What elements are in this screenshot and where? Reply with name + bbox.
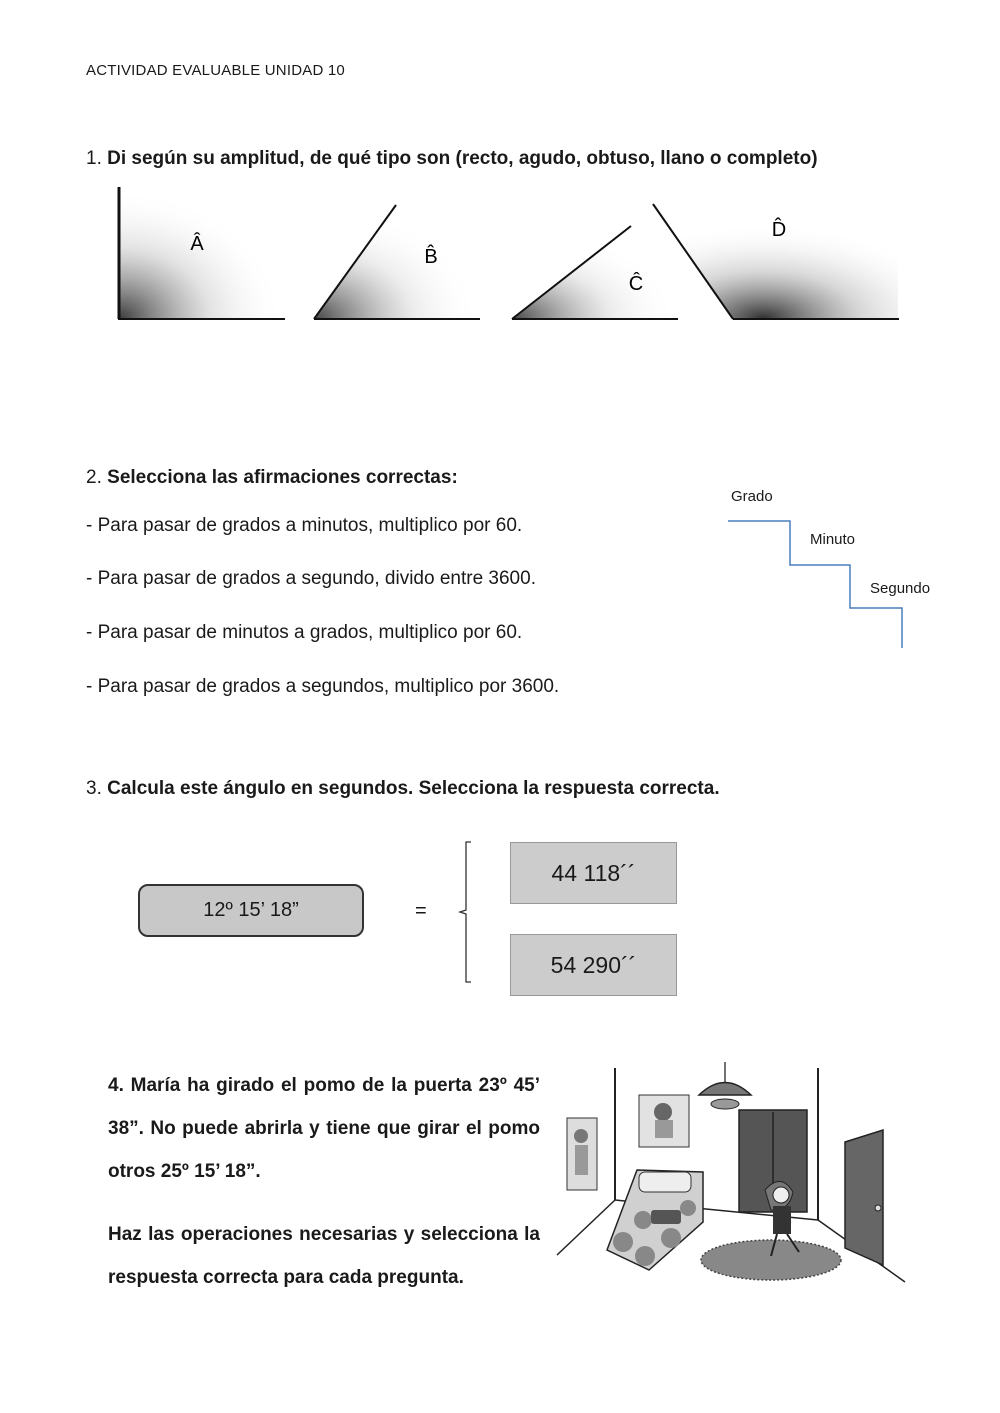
angle-c-label: Ĉ [628, 273, 644, 295]
room-floor-left [557, 1200, 615, 1255]
bed-dot-3 [634, 1211, 652, 1229]
angles-figure [0, 0, 1000, 340]
question-3-text: Calcula este ángulo en segundos. Selecciona la respuesta correcta. [107, 778, 720, 799]
answer-option-2[interactable]: 54 290´´ [510, 934, 677, 996]
statement-2[interactable]: - Para pasar de grados a segundo, divido entre 3600. [86, 568, 536, 589]
lamp-shade [699, 1083, 751, 1096]
girl-head [773, 1187, 789, 1203]
unit-ladder-steps [728, 521, 902, 648]
bed-dot-5 [680, 1200, 696, 1216]
question-2-heading [86, 467, 458, 489]
angle-d-shading [653, 200, 898, 319]
question-2-number: 2. [86, 467, 102, 488]
poster-center-figure-body [655, 1120, 673, 1138]
door [845, 1130, 883, 1265]
ladder-label-grado: Grado [731, 488, 773, 505]
statement-1[interactable]: - Para pasar de grados a minutos, multiplico por 60. [86, 515, 523, 536]
girl-body [773, 1206, 791, 1234]
statement-4[interactable]: - Para pasar de grados a segundos, multiplico por 3600. [86, 676, 560, 697]
angle-value-box: 12º 15’ 18” [138, 884, 364, 937]
bed-pillow [639, 1172, 691, 1192]
lamp-bulb [711, 1099, 739, 1109]
angle-d [653, 200, 899, 319]
door-knob [875, 1205, 881, 1211]
answer-option-1[interactable]: 44 118´´ [510, 842, 677, 904]
bed-dot-1 [613, 1232, 633, 1252]
room-illustration [553, 1060, 910, 1290]
bed-dot-4 [661, 1228, 681, 1248]
page-header-title: ACTIVIDAD EVALUABLE UNIDAD 10 [86, 62, 345, 79]
question-3-number: 3. [86, 778, 102, 799]
question-1-text: Di según su amplitud, de qué tipo son (recto, agudo, obtuso, llano o completo) [107, 148, 818, 169]
angle-c [512, 226, 678, 319]
curly-brace-path [460, 842, 471, 982]
angle-b [314, 205, 480, 319]
question-2-text: Selecciona las afirmaciones correctas: [107, 467, 458, 488]
angle-b-shading [314, 205, 480, 319]
angle-b-label: B̂ [424, 246, 438, 268]
bed-dot-2 [635, 1246, 655, 1266]
equals-sign: = [415, 900, 427, 922]
curly-brace [450, 840, 480, 990]
bed-bag [651, 1210, 681, 1224]
angle-a-label: Â [190, 233, 204, 255]
poster-left-figure-body [575, 1145, 588, 1175]
ladder-label-segundo: Segundo [870, 580, 931, 597]
rug [701, 1240, 841, 1280]
unit-ladder [720, 510, 920, 660]
angle-d-label: D̂ [771, 219, 787, 241]
ladder-label-minuto: Minuto [810, 531, 856, 548]
question-3-heading [86, 778, 720, 800]
question-1-number: 1. [86, 148, 102, 169]
angle-c-shading [512, 226, 678, 319]
poster-center-figure-head [654, 1103, 672, 1121]
question-4-paragraph-1: 4. María ha girado el pomo de la puerta 23º 45’ 38”. No puede abrirla y tiene que girar el pomo otros 25º 15’ 18”. [108, 1075, 540, 1182]
question-4-paragraph-2: Haz las operaciones necesarias y selecciona la respuesta correcta para cada pregunta. [108, 1224, 540, 1288]
angle-a [118, 187, 285, 319]
poster-left-figure-head [574, 1129, 588, 1143]
statement-3[interactable]: - Para pasar de minutos a grados, multiplico por 60. [86, 622, 523, 643]
